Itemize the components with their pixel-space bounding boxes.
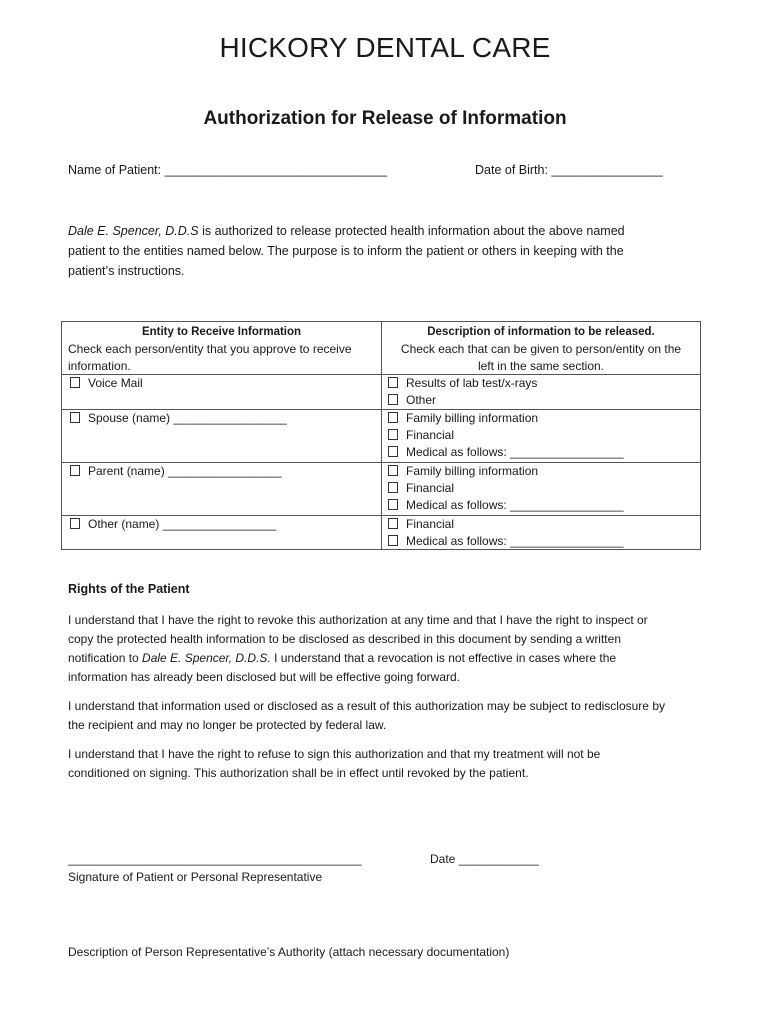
entity-other[interactable] [70,516,276,533]
rights-paragraph-1-line: I understand that I have the right to revoke this authorization at any time and that I have the right to inspect or [68,613,648,627]
checkbox[interactable] [388,394,398,405]
checkbox[interactable] [388,429,398,440]
option-label: Medical as follows: _________________ [406,498,624,512]
option-label: Financial [406,481,455,495]
patient-name-field[interactable] [68,163,387,177]
option-row-3[interactable] [388,480,454,497]
entity-label: Parent (name) _________________ [88,464,282,478]
date-of-birth-blank[interactable]: ________________ [551,163,663,177]
left-header-instructions: Check each person/entity that you approve to receive information. [68,342,352,373]
rights-paragraph-1-line: notification to Dale E. Spencer, D.D.S. I understand that a revocation is not effective in cases where the [68,651,617,665]
intro-line-2: patient to the entities named below. The purpose is to inform the patient or others in keeping with the [68,244,624,258]
option-row-2[interactable] [388,410,538,427]
rights-paragraph-1-line: information has already been disclosed but will be effective going forward. [68,670,461,684]
document-title: HICKORY DENTAL CARE [219,32,551,63]
left-header-title: Entity to Receive Information [141,326,302,338]
option-label: Financial [406,428,455,442]
signature-date-field[interactable] [430,852,539,866]
rights-paragraph-3-line: conditioned on signing. This authorization shall be in effect until revoked by the patient. [68,766,529,780]
option-label: Medical as follows: _________________ [406,534,624,548]
patient-name-label: Name of Patient: [68,163,162,177]
checkbox[interactable] [388,482,398,493]
right-header: Description of information to be released. Check each that can be given to person/entity on the left in the same section. [400,326,682,373]
checkbox[interactable] [388,446,398,457]
intro-line-3: patient’s instructions. [68,264,185,278]
option-row-4[interactable] [388,533,624,550]
option-row-1[interactable] [388,392,436,409]
right-header-title: Description of information to be released. [427,326,655,338]
option-row-2[interactable] [388,444,624,461]
checkbox[interactable] [388,412,398,423]
entity-label: Other (name) _________________ [88,517,277,531]
signature-date-label: Date [430,852,456,866]
rights-paragraph-2-line: the recipient and may no longer be protected by federal law. [68,718,387,732]
checkbox[interactable] [388,518,398,529]
signature-date-blank[interactable]: ____________ [458,852,539,866]
option-label: Other [406,393,437,407]
entity-parent[interactable] [70,463,282,480]
signature-line[interactable]: ____________________________________________ [68,852,362,866]
provider-name: Dale E. Spencer, D.D.S [68,224,199,238]
provider-name: Dale E. Spencer, D.D.S. [142,651,271,665]
option-row-1[interactable] [388,375,537,392]
date-of-birth-field[interactable] [475,163,663,177]
option-label: Family billing information [406,411,539,425]
option-label: Financial [406,517,455,531]
rights-heading: Rights of the Patient [68,582,190,596]
option-row-3[interactable] [388,463,538,480]
option-label: Family billing information [406,464,539,478]
option-row-2[interactable] [388,427,454,444]
checkbox[interactable] [70,377,80,388]
option-row-4[interactable] [388,516,454,533]
checkbox[interactable] [388,499,398,510]
rights-paragraph-3-line: I understand that I have the right to refuse to sign this authorization and that my treatment will not be [68,747,601,761]
entity-voice-mail[interactable] [70,375,143,392]
checkbox[interactable] [388,377,398,388]
option-label: Results of lab test/x-rays [406,376,538,390]
entity-spouse[interactable] [70,410,287,427]
checkbox[interactable] [388,535,398,546]
left-header [62,324,381,341]
representative-authority-label: Description of Person Representative’s Authority (attach necessary documentation) [68,945,510,959]
rights-paragraph-2-line: I understand that information used or disclosed as a result of this authorization may be subject to redisclosure by [68,699,665,713]
option-row-3[interactable] [388,497,624,514]
checkbox[interactable] [70,412,80,423]
checkbox[interactable] [388,465,398,476]
checkbox[interactable] [70,518,80,529]
checkbox[interactable] [70,465,80,476]
signature-label: Signature of Patient or Personal Representative [68,870,323,884]
patient-name-blank[interactable]: ________________________________ [164,163,388,177]
document-subtitle: Authorization for Release of Information [203,108,567,129]
release-table [61,321,701,550]
date-of-birth-label: Date of Birth: [475,163,548,177]
entity-label: Spouse (name) _________________ [88,411,287,425]
entity-label: Voice Mail [88,376,143,390]
intro-line-1: Dale E. Spencer, D.D.S is authorized to release protected health information about the above named [68,224,625,238]
option-label: Medical as follows: _________________ [406,445,624,459]
rights-paragraph-1-line: copy the protected health information to be disclosed as described in this document by sending a written [68,632,621,646]
